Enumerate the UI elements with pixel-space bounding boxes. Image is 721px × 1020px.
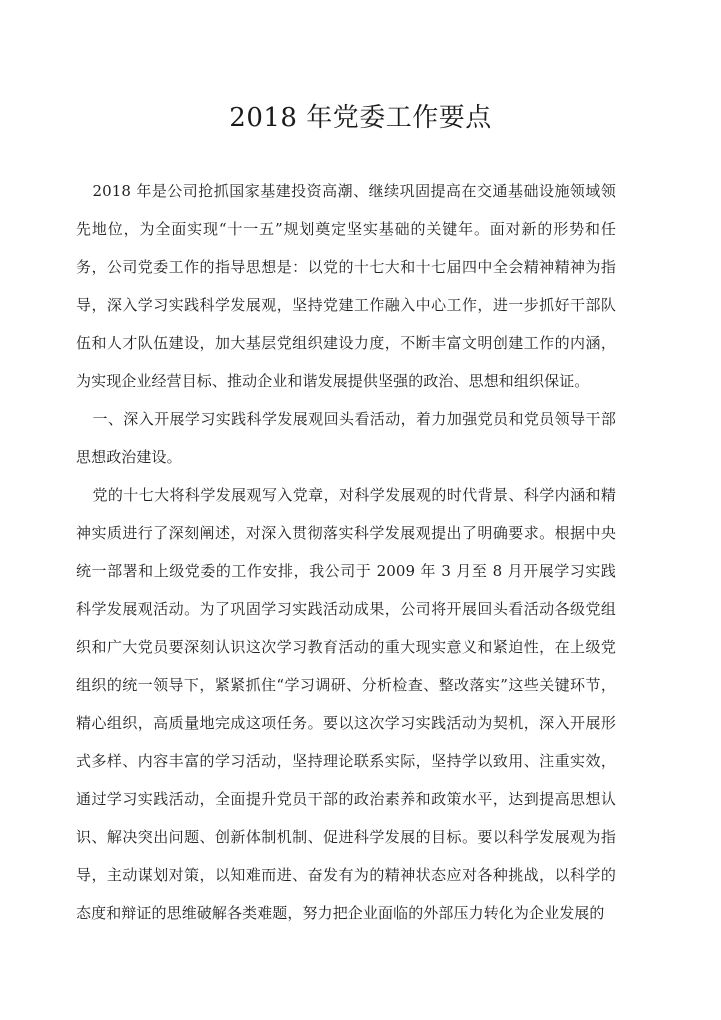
paragraph-section-heading-one: 一、深入开展学习实践科学发展观回头看活动，着力加强党员和党员领导干部思想政治建设。 <box>76 410 616 466</box>
paragraph-section-one-body: 党的十七大将科学发展观写入党章，对科学发展观的时代背景、科学内涵和精神实质进行了深刻阐述，对深入贯彻落实科学发展观提出了明确要求。根据中央统一部署和上级党委的工作安排，我公司于 2009 年 3 月至 8 月开展学习实践科学发展观活动。为了巩固学习实践活动成果，公司将开展回头看活动各级党组织和广大党员要深刻认识这次学习教育活动的重大现实意义和紧迫性，在上级党组织的统一领导下，紧紧抓住“学习调研、分析检查、整改落实”这些关键环节，精心组织，高质量地完成这项任务。要以这次学习实践活动为契机，深入开展形式多样、内容丰富的学习活动，坚持理论联系实际，坚持学以致用、注重实效，通过学习实践活动，全面提升党员干部的政治素养和政策水平，达到提高思想认识、解决突出问题、创新体制机制、促进科学发展的目标。要以科学发展观为指导，主动谋划对策，以知难而进、奋发有为的精神状态应对各种挑战，以科学的态度和辩证的思维破解各类难题，努力把企业面临的外部压力转化为企业发展的 <box>76 486 616 922</box>
document-body <box>76 172 616 932</box>
paragraph-intro: 2018 年是公司抢抓国家基建投资高潮、继续巩固提高在交通基础设施领域领先地位，为全面实现“十一五”规划奠定坚实基础的关键年。面对新的形势和任务，公司党委工作的指导思想是：以党的十七大和十七届四中全会精神精神为指导，深入学习实践科学发展观，坚持党建工作融入中心工作，进一步抓好干部队伍和人才队伍建设，加大基层党组织建设力度，不断丰富文明创建工作的内涵，为实现企业经营目标、推动企业和谐发展提供坚强的政治、思想和组织保证。 <box>76 182 616 390</box>
page-title: 2018 年党委工作要点 <box>229 103 492 134</box>
